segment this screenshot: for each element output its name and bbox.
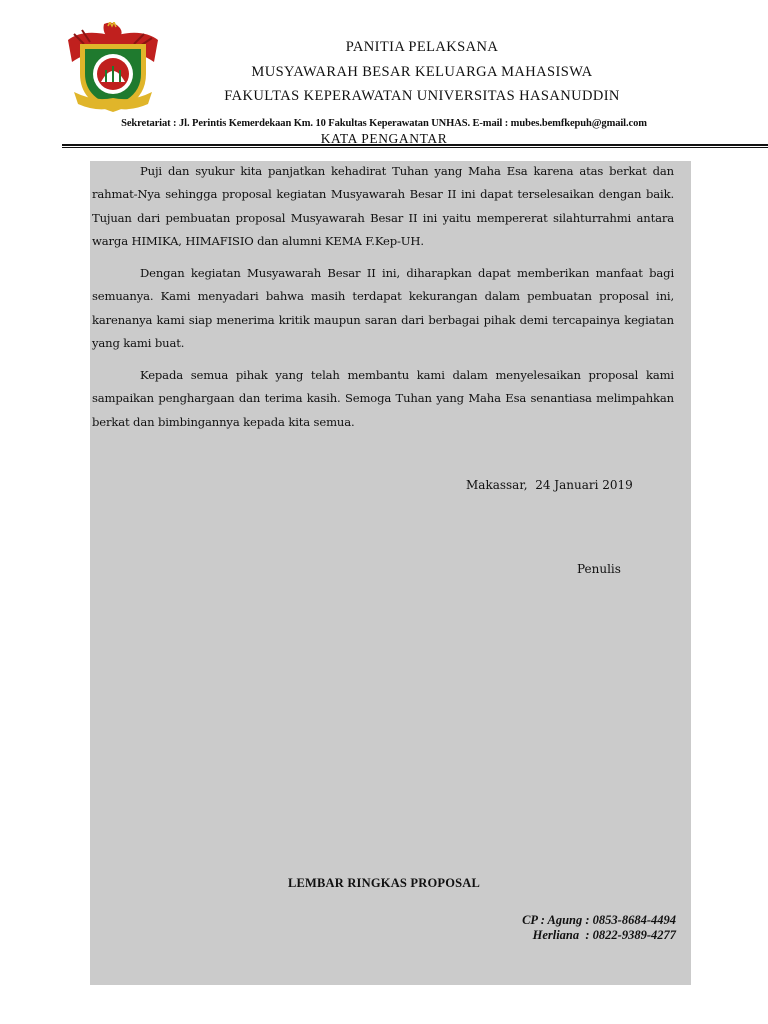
paragraph-3: Kepada semua pihak yang telah membantu kami dalam menyelesaikan proposal kami sampaikan penghargaan dan terima kasih. Semoga Tuhan yang Maha Esa senantiasa melimpahkan berkat dan bimbingannya kepada kita semua. bbox=[92, 368, 674, 429]
event-title: MUSYAWARAH BESAR KELUARGA MAHASISWA bbox=[251, 64, 593, 80]
signer-label: Penulis bbox=[577, 562, 621, 576]
contact-person-1: CP : Agung : 0853-8684-4494 bbox=[522, 913, 676, 927]
paragraph-2: Dengan kegiatan Musyawarah Besar II ini, diharapkan dapat memberikan manfaat bagi semuanya. Kami menyadari bahwa masih terdapat kekurangan dalam pembuatan proposal ini, karenanya kami siap menerima kritik maupun saran dari berbagai pihak demi tercapainya kegiatan yang kami buat. bbox=[92, 266, 674, 350]
place-date: Makassar, 24 Januari 2019 bbox=[466, 478, 633, 492]
page-title: KATA PENGANTAR bbox=[320, 131, 448, 146]
committee-title: PANITIA PELAKSANA bbox=[345, 39, 499, 55]
paragraph-1: Puji dan syukur kita panjatkan kehadirat Tuhan yang Maha Esa karena atas berkat dan rahmat-Nya sehingga proposal kegiatan Musyawarah Besar II ini dapat terselesaikan dengan baik. Tujuan dari pembuatan proposal Musyawarah Besar II ini yaitu mempererat silahturrahmi antara warga HIMIKA, HIMAFISIO dan alumni KEMA F.Kep-UH. bbox=[92, 164, 674, 248]
section-heading: LEMBAR RINGKAS PROPOSAL bbox=[287, 876, 481, 890]
secretariat-address: Sekretariat : Jl. Perintis Kemerdekaan Km. 10 Fakultas Keperawatan UNHAS. E-mail : mubes.bemfkepuh@gmail.com bbox=[121, 118, 647, 129]
header-divider-thin bbox=[62, 147, 768, 148]
faculty-title: FAKULTAS KEPERAWATAN UNIVERSITAS HASANUDDIN bbox=[224, 88, 620, 104]
contact-person-2: Herliana : 0822-9389-4277 bbox=[532, 928, 676, 942]
